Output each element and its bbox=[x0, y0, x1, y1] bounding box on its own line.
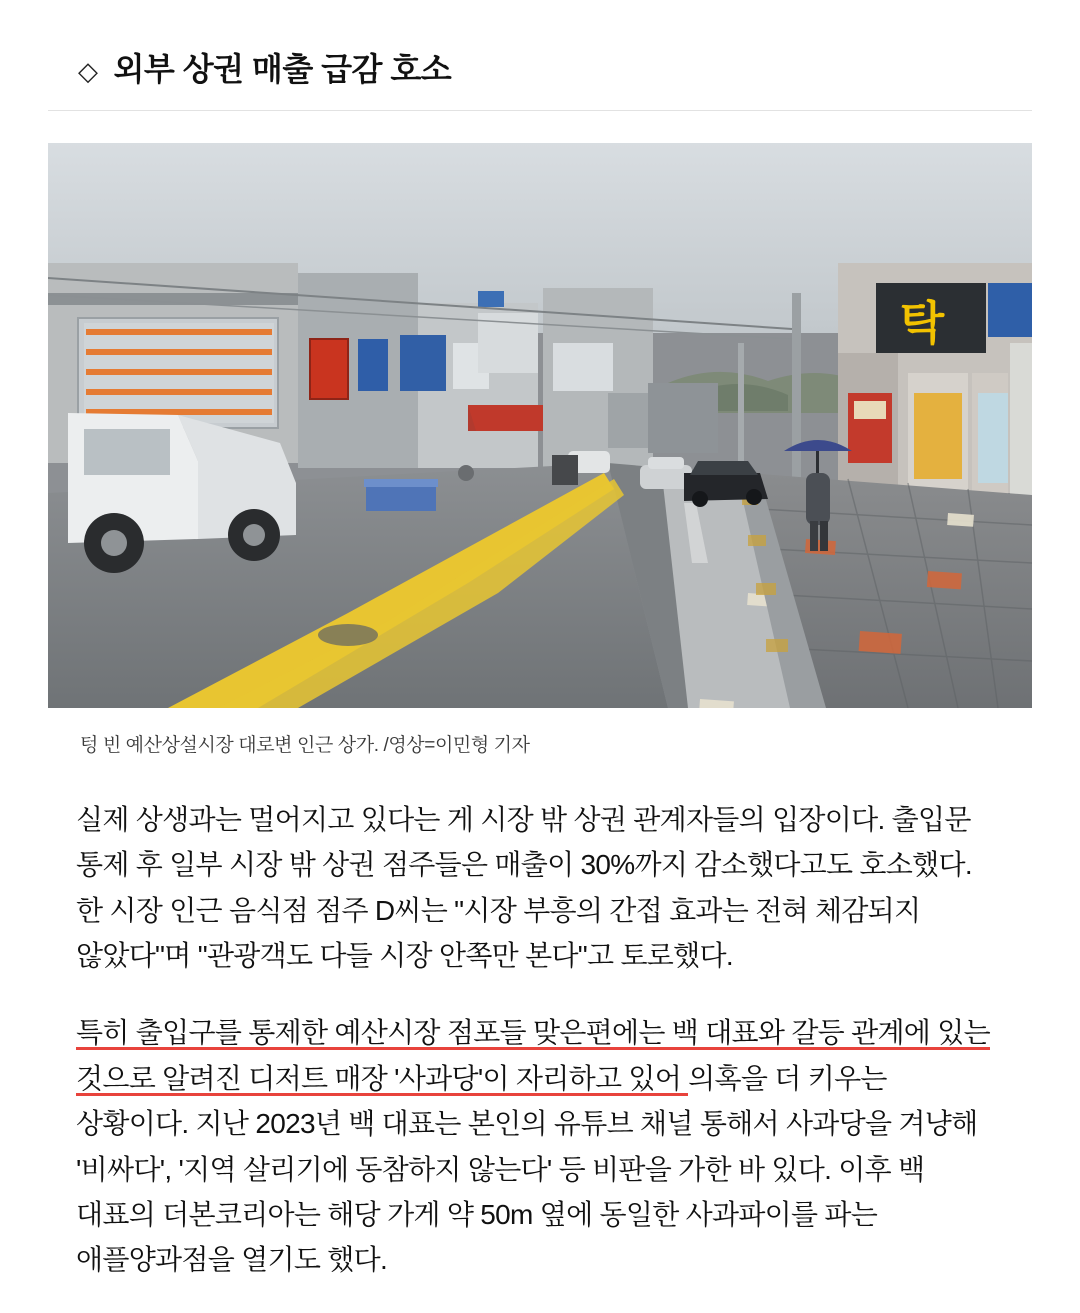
paragraph-1-text: 실제 상생과는 멀어지고 있다는 게 시장 밖 상권 관계자들의 입장이다. 출입문 통제 후 일부 시장 밖 상권 점주들은 매출이 30%까지 감소했다고도 호소했다. 한 시장 인근 음식점 점주 D씨는 "시장 부흥의 간접 효과는 전혀 체감되지 않았다"며 "관광객도 다들 시장 안쪽만 본다"고 토로했다. bbox=[76, 804, 972, 972]
diamond-bullet-icon: ◇ bbox=[78, 56, 98, 86]
figure-caption: 텅 빈 예산상설시장 대로변 인근 상가. /영상=이민형 기자 bbox=[80, 735, 530, 756]
paragraph-1 bbox=[76, 797, 1004, 978]
page-title bbox=[48, 44, 1032, 90]
paragraph-2-rest: 의혹을 더 키우는 상황이다. 지난 2023년 백 대표는 본인의 유튜브 채널 통해서 사과당을 겨냥해 '비싸다', '지역 살리기에 동참하지 않는다' 등 비판을 가한 바 있다. 이후 백 대표의 더본코리아는 해당 가게 약 50m 옆에 동일한 사과파이를 파는 애플양과점을 열기도 했다. bbox=[76, 1062, 978, 1276]
street-photo-illustration bbox=[48, 143, 1032, 708]
street-photo bbox=[48, 143, 1032, 708]
subheading-text: 외부 상권 매출 급감 호소 bbox=[113, 51, 452, 87]
highlighted-text-1: 특히 출입구를 통제한 예산시장 점포들 맞은편에는 백 대표와 갈등 관계에 있는 것으로 알려진 디저트 매장 bbox=[76, 1017, 990, 1094]
svg-text:탁: 탁 bbox=[899, 297, 945, 349]
paragraph-2 bbox=[76, 1010, 1004, 1282]
subheading-section bbox=[48, 0, 1032, 111]
highlighted-text-2: '사과당'이 자리하고 있어 bbox=[394, 1062, 689, 1094]
article-body bbox=[48, 797, 1032, 1313]
article-figure bbox=[48, 143, 1032, 757]
